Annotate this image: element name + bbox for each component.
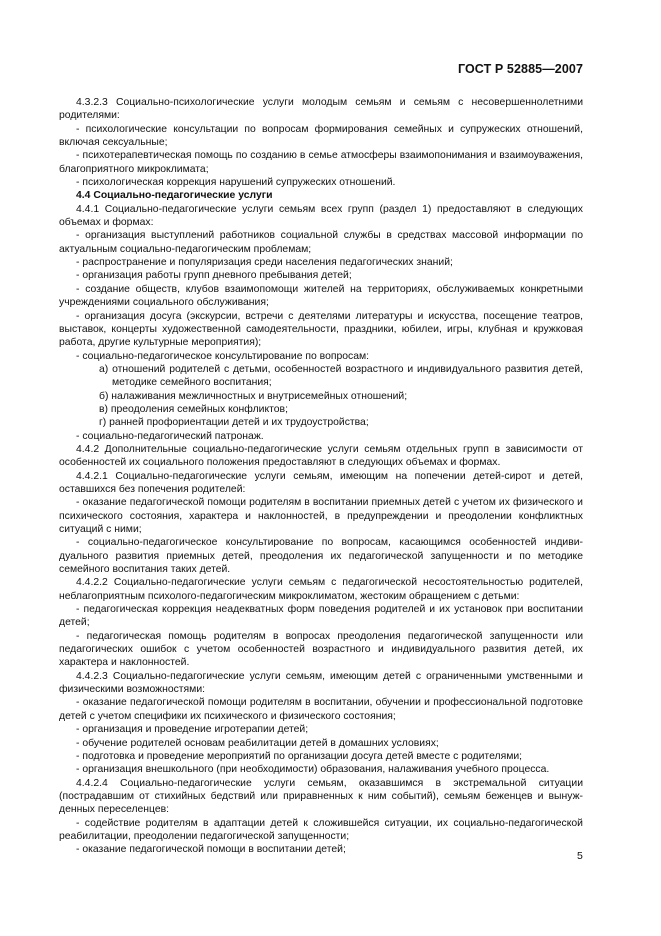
paragraph: - организация внешкольного (при необходимости) образования, налаживания учебного процесса. [76,764,550,776]
document-header: ГОСТ Р 52885—2007 [457,62,583,76]
paragraph: - организация и проведение игротерапии детей; [76,724,309,736]
paragraph: - педагогическая помощь родителям в вопросах преодоления педагогической запущенности или педагогических ошибок с учетом особенностей возрастного и индивидуального развития детей, их характера и наклонностей. [59,630,583,669]
paragraph: - психологическая коррекция нарушений супружеских отношений. [76,177,396,189]
paragraph: 4.4.1 Социально-педагогические услуги семьям всех групп (раздел 1) предоставляют в следующих объемах и формах: [59,203,583,229]
sub-list-item: а) отношений родителей с детьми, особенностей возрастного и индивидуального развития детей, методике семейного воспитания; [99,363,583,389]
sub-list-item: б) налаживания межличностных и внутрисемейных отношений; [99,390,408,402]
paragraph: - оказание педагогической помощи в воспитании детей; [76,844,346,856]
paragraph: 4.4.2.4 Социально-педагогические услуги семьям, оказавшимся в экстремальной ситуации (пострадавшим от стихийных бедствий или приравненных к ним событий), семьям беженцев и вынужденных переселенцев: [59,777,583,816]
paragraph: - социально-педагогическое консультирование по вопросам: [76,350,370,362]
paragraph: - обучение родителей основам реабилитации детей в домашних условиях; [76,737,439,749]
paragraph: 4.4.2.2 Социально-педагогические услуги семьям с педагогической несостоятельностью родителей, неблагоприятным психолого-педагогическим микроклиматом, жестоким обращением с детьми: [59,577,583,602]
sub-list-item: в) преодоления семейных конфликтов; [99,403,288,415]
paragraph: - организация работы групп дневного пребывания детей; [76,270,352,282]
paragraph: - психотерапевтическая помощь по созданию в семье атмосферы взаимопонимания и взаимоуважения, благоприятного микроклимата; [59,150,583,175]
paragraph: - психологические консультации по вопросам формирования семейных и супружеских отношений, включая сексуальные; [59,123,583,149]
section-heading: 4.4 Социально-педагогические услуги [76,190,273,202]
paragraph: - подготовка и проведение мероприятий по организации досуга детей вместе с родителями; [76,750,523,762]
paragraph: 4.4.2.3 Социально-педагогические услуги семьям, имеющим детей с ограниченными умственными и физическими возможностями: [59,670,583,696]
paragraph: - социально-педагогическое консультирование по вопросам, касающимся особенностей индивидуального развития приемных детей, преодоления их педагогической запущенности и по методике семейного воспитания таких детей. [59,537,583,576]
paragraph: 4.3.2.3 Социально-психологические услуги молодым семьям и семьям с несовершеннолетними родителями: [59,97,583,122]
paragraph: 4.4.2 Дополнительные социально-педагогические услуги семьям отдельных групп в зависимости от особенностей их социального положения предоставляют в следующих объемах и формах. [59,443,583,469]
paragraph: - социально-педагогический патронаж. [76,430,264,442]
paragraph: - оказание педагогической помощи родителям в воспитании, обучении и профессиональной подготовке детей с учетом специфики их психического и физического состояния; [59,697,583,722]
paragraph: - содействие родителям в адаптации детей к сложившейся ситуации, их социально-педагогической реабилитации, преодолении педагогической запущенности; [59,817,583,842]
paragraph: 4.4.2.1 Социально-педагогические услуги семьям, имеющим на попечении детей-сирот и детей, оставшихся без попечения родителей: [59,470,583,495]
paragraph: - педагогическая коррекция неадекватных форм поведения родителей и их установок при воспитании детей; [59,604,583,629]
document-body [59,96,583,857]
paragraph: - оказание педагогической помощи родителям в воспитании приемных детей с учетом их физического и психического состояния, характера и наклонностей, в предупреждении и преодолении конфликтных ситуаций с ними; [59,497,583,535]
paragraph: - создание обществ, клубов взаимопомощи жителей на территориях, обслуживаемых конкретными учреждениями социального обслуживания; [59,283,583,309]
page-number: 5 [577,850,583,862]
paragraph: - организация выступлений работников социальной службы в средствах массовой информации по актуальным социально-педагогическим проблемам; [59,230,583,255]
paragraph: - организация досуга (экскурсии, встречи с деятелями литературы и искусства, посещение театров, выставок, концерты художественной самодеятельности, праздники, юбилеи, игры, клубная и кружковая работа, другие культурные мероприятия); [59,310,583,349]
sub-list-item: г) ранней профориентации детей и их трудоустройства; [99,417,369,429]
paragraph: - распространение и популяризация среди населения педагогических знаний; [76,257,453,269]
